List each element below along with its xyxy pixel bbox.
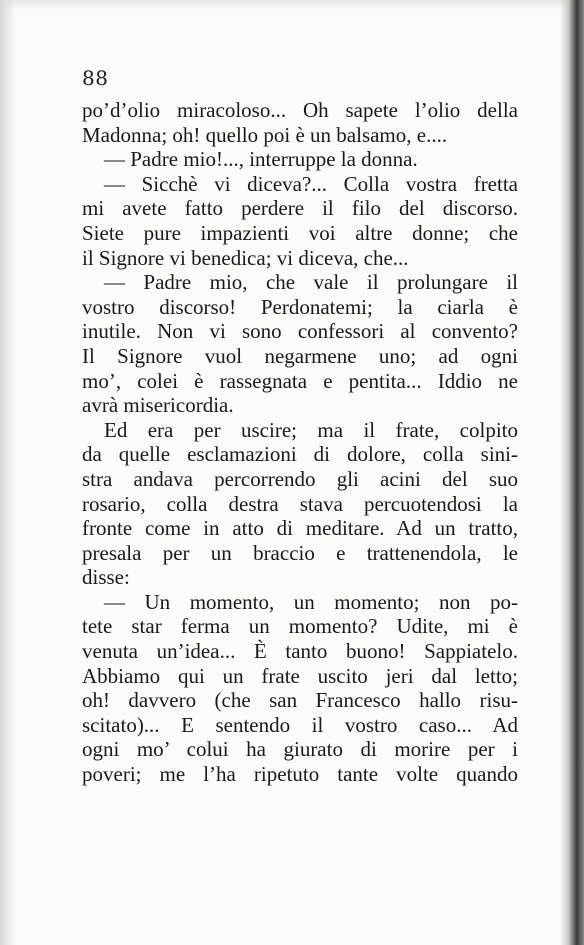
text-line: disse: <box>82 565 130 590</box>
text-line: — Sicchè vi diceva?... Colla vostra fretta <box>104 171 518 196</box>
text-line: Madonna; oh! quello poi è un balsamo, e.... <box>82 122 448 147</box>
text-line: scitato)... E sentendo il vostro caso... Ad <box>82 712 518 737</box>
text-line: — Padre mio, che vale il prolungare il <box>104 270 518 295</box>
text-line: avrà misericordia. <box>82 393 234 418</box>
text-line: mi avete fatto perdere il filo del discorso. <box>82 196 518 221</box>
text-line: vostro discorso! Perdonatemi; la ciarla è <box>82 294 518 319</box>
text-line: inutile. Non vi sono confessori al convento? <box>82 319 518 344</box>
text-line: fronte come in atto di meditare. Ad un tratto, <box>82 516 518 541</box>
text-line: il Signore vi benedica; vi diceva, che... <box>82 245 409 270</box>
text-line: presala per un braccio e trattenendola, le <box>82 540 518 565</box>
text-line: po’d’olio miracoloso... Oh sapete l’olio della <box>82 98 518 122</box>
text-line: Il Signore vuol negarmene uno; ad ogni <box>82 343 518 368</box>
page-top-edge <box>0 0 584 10</box>
page-gutter-shadow <box>0 0 16 945</box>
text-line: mo’, colei è rassegnata e pentita... Iddio ne <box>82 368 518 393</box>
text-line: rosario, colla destra stava percuotendosi la <box>82 491 518 516</box>
text-line: stra andava percorrendo gli acini del suo <box>82 466 518 491</box>
text-line: poveri; me l’ha ripetuto tante volte quando <box>82 762 518 787</box>
text-line: venuta un’idea... È tanto buono! Sappiatelo. <box>82 639 518 664</box>
text-line: oh! davvero (che san Francesco hallo risu- <box>82 688 518 713</box>
page-number: 88 <box>82 66 109 90</box>
text-line: da quelle esclamazioni di dolore, colla sini- <box>82 442 518 467</box>
text-line: — Un momento, un momento; non po- <box>104 589 518 614</box>
body-text <box>82 98 518 787</box>
text-line: Abbiamo qui un frate uscito jeri dal letto; <box>82 663 518 688</box>
text-line: — Padre mio!..., interruppe la donna. <box>104 147 418 172</box>
text-line: ogni mo’ colui ha giurato di morire per i <box>82 737 518 762</box>
text-line: Ed era per uscire; ma il frate, colpito <box>104 417 518 442</box>
text-line: tete star ferma un momento? Udite, mi è <box>82 614 518 639</box>
text-line: Siete pure impazienti voi altre donne; che <box>82 220 518 245</box>
page-edge-right <box>560 0 584 945</box>
